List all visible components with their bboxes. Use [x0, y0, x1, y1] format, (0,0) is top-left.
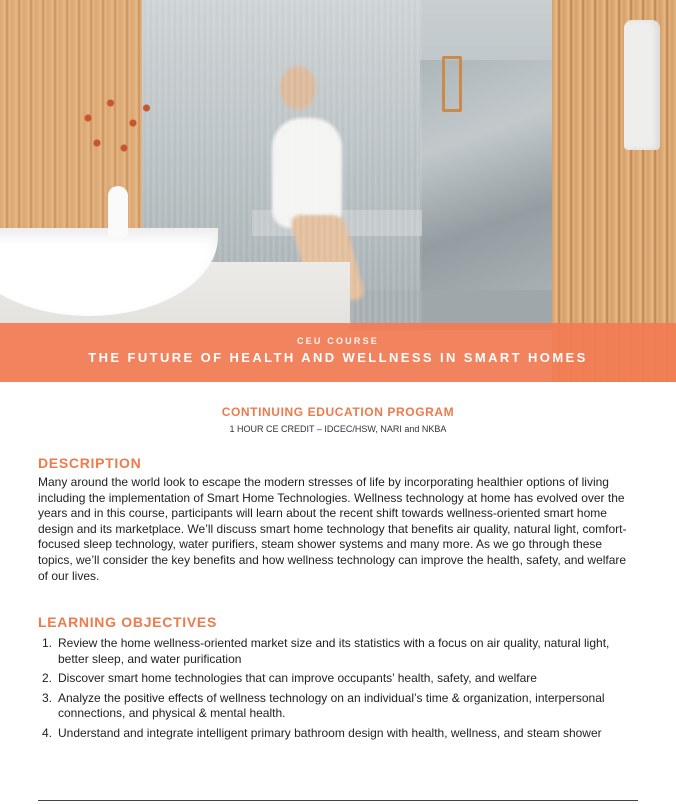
list-item-text: Discover smart home technologies that can improve occupants’ health, safety, and welfare — [58, 671, 537, 686]
door-handle — [442, 56, 462, 112]
objectives-heading: LEARNING OBJECTIVES — [38, 614, 217, 630]
list-number: 4. — [42, 725, 53, 740]
description-text: Many around the world look to escape the modern stresses of life by incorporating healthier options of living including the implementation of Smart Home Technologies. Wellness technology at home has evolved over the years and in this course, participants will learn about the recent shift towards wellness-oriented smart home design and its marketplace. We’ll discuss smart home technology that benefits air quality, natural light, comfort-focused sleep technology, water purifiers, steam shower systems and many more. As we go through these topics, we’ll consider the key benefits and how wellness technology can improve the health, safety, and welfare of our lives. — [38, 475, 627, 583]
credit-line: 1 HOUR CE CREDIT – IDCEC/HSW, NARI and NKBA — [229, 424, 447, 434]
objectives-list — [38, 636, 638, 746]
list-item-text: Analyze the positive effects of wellness technology on an individual’s time & organization, interpersonal connections, and physical & mental health. — [58, 690, 605, 721]
course-title: THE FUTURE OF HEALTH AND WELLNESS IN SMART HOMES — [88, 350, 588, 365]
list-item — [38, 671, 638, 687]
berry-branches — [70, 88, 160, 188]
footer-divider — [38, 800, 638, 801]
list-item — [38, 636, 638, 667]
vase — [108, 186, 128, 238]
title-banner — [0, 323, 676, 382]
banner-kicker: CEU COURSE — [296, 336, 379, 346]
list-number: 3. — [42, 690, 53, 705]
list-item-text: Review the home wellness-oriented market size and its statistics with a focus on air quality, natural light, better sleep, and water purification — [58, 636, 610, 666]
description-heading: DESCRIPTION — [38, 455, 142, 471]
list-item — [38, 691, 638, 722]
list-number: 2. — [42, 671, 53, 686]
list-number: 1. — [42, 636, 53, 650]
list-item-text: Understand and integrate intelligent primary bathroom design with health, wellness, and steam shower — [58, 725, 602, 740]
hanging-towel — [624, 20, 660, 150]
hero-photo — [0, 0, 676, 382]
list-item — [38, 726, 638, 742]
program-heading: CONTINUING EDUCATION PROGRAM — [221, 405, 455, 419]
